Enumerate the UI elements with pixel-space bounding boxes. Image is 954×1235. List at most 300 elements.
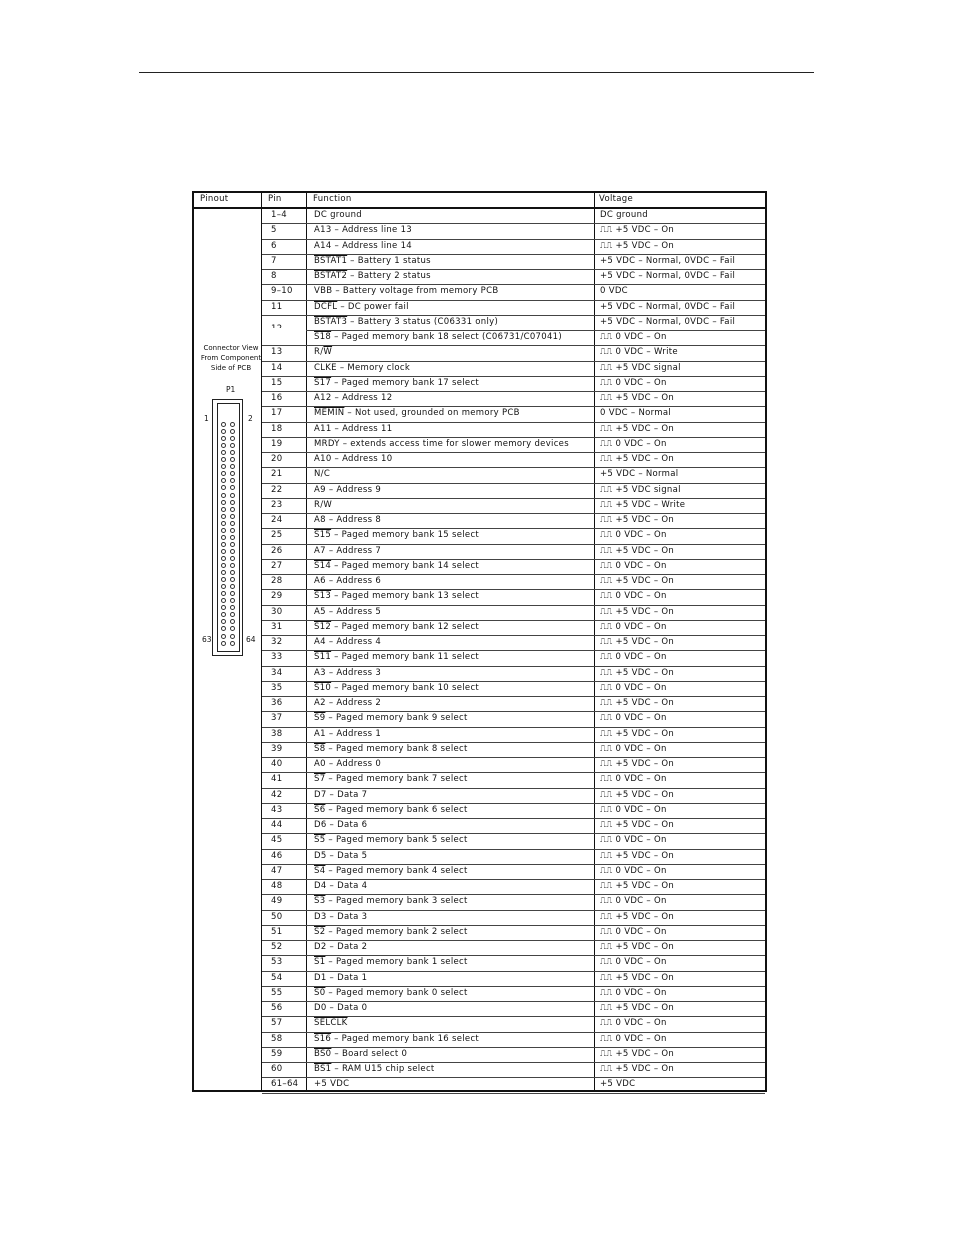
function-cell bbox=[314, 302, 409, 312]
pin-cell: 17 bbox=[271, 408, 283, 419]
pin-cell: 29 bbox=[271, 591, 283, 602]
voltage-cell: ⎍⎍ 0 VDC – On bbox=[600, 591, 667, 602]
table-row bbox=[262, 955, 765, 971]
active-low-signal: MEMIN bbox=[314, 408, 345, 419]
function-cell bbox=[314, 332, 562, 342]
function-cell bbox=[314, 805, 468, 815]
connector-pin-dot bbox=[221, 500, 226, 505]
pin-cell: 27 bbox=[271, 560, 283, 571]
active-low-signal: SELCLK bbox=[314, 1018, 348, 1029]
function-text: MRDY – extends access time for slower memory devices bbox=[314, 438, 569, 449]
voltage-cell: ⎍⎍ 0 VDC – On bbox=[600, 774, 667, 785]
connector-pin-dot bbox=[221, 478, 226, 483]
top-rule bbox=[139, 72, 814, 73]
voltage-cell: ⎍⎍ 0 VDC – On bbox=[600, 835, 667, 846]
table-row bbox=[262, 925, 765, 941]
voltage-cell: 0 VDC – Normal bbox=[600, 408, 672, 419]
table-row bbox=[262, 742, 765, 758]
pin-cell: 47 bbox=[271, 865, 283, 876]
function-text: CLKE – Memory clock bbox=[314, 362, 411, 373]
table-row bbox=[262, 894, 765, 910]
connector-pin-dot bbox=[221, 570, 226, 575]
table-row bbox=[262, 620, 765, 636]
function-text: D2 – Data 2 bbox=[314, 942, 368, 952]
voltage-cell: ⎍⎍ +5 VDC – On bbox=[600, 393, 675, 403]
pin-cell: 15 bbox=[271, 377, 283, 388]
pin-cell: 30 bbox=[271, 606, 283, 617]
connector-pin-dot bbox=[221, 422, 226, 427]
voltage-cell: +5 VDC – Normal, 0VDC – Fail bbox=[600, 255, 736, 266]
function-text: – Paged memory bank 13 select bbox=[331, 591, 480, 602]
voltage-cell: ⎍⎍ +5 VDC – On bbox=[600, 1003, 675, 1013]
pin-cell: 13 bbox=[271, 347, 283, 358]
voltage-cell: ⎍⎍ 0 VDC – On bbox=[600, 1033, 667, 1044]
function-text: A6 – Address 6 bbox=[314, 576, 382, 586]
function-cell bbox=[314, 546, 381, 556]
voltage-cell: ⎍⎍ 0 VDC – On bbox=[600, 713, 667, 724]
function-text: D0 – Data 0 bbox=[314, 1003, 368, 1013]
active-low-signal: S0 bbox=[314, 987, 326, 998]
table-row bbox=[262, 605, 765, 621]
connector-pin-dot bbox=[230, 507, 235, 512]
function-text: A4 – Address 4 bbox=[314, 637, 382, 647]
connector-pin-dot bbox=[230, 450, 235, 455]
function-cell bbox=[314, 591, 479, 601]
connector-pin-dot bbox=[230, 514, 235, 519]
voltage-cell: ⎍⎍ 0 VDC – On bbox=[600, 804, 667, 815]
voltage-cell: ⎍⎍ 0 VDC – On bbox=[600, 438, 667, 449]
active-low-signal: S7 bbox=[314, 774, 326, 785]
active-low-signal: S11 bbox=[314, 652, 332, 663]
table-row bbox=[262, 498, 765, 514]
pin-cell: 19 bbox=[271, 438, 283, 449]
table-row bbox=[262, 376, 765, 392]
pin-cell: 21 bbox=[271, 469, 283, 480]
table-row bbox=[262, 940, 765, 956]
function-text: – Paged memory bank 16 select bbox=[331, 1033, 480, 1044]
header-pinout: Pinout bbox=[200, 194, 229, 204]
function-text: A8 – Address 8 bbox=[314, 515, 382, 525]
voltage-cell: ⎍⎍ +5 VDC – On bbox=[600, 637, 675, 647]
pin-cell: 46 bbox=[271, 850, 283, 861]
function-cell bbox=[314, 881, 367, 891]
voltage-cell: ⎍⎍ +5 VDC – On bbox=[600, 606, 675, 617]
function-text: – Paged memory bank 10 select bbox=[331, 682, 480, 693]
pin-cell: 56 bbox=[271, 1003, 283, 1013]
function-cell bbox=[314, 561, 479, 571]
function-text: A13 – Address line 13 bbox=[314, 225, 412, 236]
voltage-cell: ⎍⎍ +5 VDC – On bbox=[600, 759, 675, 769]
pin-cell: 28 bbox=[271, 576, 283, 586]
function-text: D1 – Data 1 bbox=[314, 972, 368, 983]
table-row bbox=[262, 300, 765, 316]
function-cell bbox=[314, 485, 381, 495]
table-row bbox=[262, 1032, 765, 1048]
table-row bbox=[262, 223, 765, 239]
pinout-table bbox=[192, 191, 767, 1092]
active-low-signal: S16 bbox=[314, 1033, 332, 1044]
connector-caption bbox=[194, 343, 268, 373]
function-cell bbox=[314, 988, 468, 998]
function-cell bbox=[314, 927, 468, 937]
pin-cell: 60 bbox=[271, 1064, 283, 1074]
function-text: N/C bbox=[314, 469, 331, 480]
pin-cell: 9–10 bbox=[271, 286, 293, 297]
voltage-cell: ⎍⎍ 0 VDC – On bbox=[600, 621, 667, 632]
connector-pin-dot bbox=[230, 549, 235, 554]
function-cell bbox=[314, 363, 410, 373]
function-text: – Paged memory bank 14 select bbox=[331, 560, 480, 571]
connector-pin-dot bbox=[230, 563, 235, 568]
voltage-cell: ⎍⎍ 0 VDC – On bbox=[600, 926, 667, 937]
voltage-cell: ⎍⎍ +5 VDC – On bbox=[600, 667, 675, 678]
table-row bbox=[262, 849, 765, 865]
function-cell bbox=[314, 698, 381, 708]
pin-cell: 18 bbox=[271, 423, 283, 434]
active-low-signal: DCFL bbox=[314, 301, 338, 312]
pin-cell: 48 bbox=[271, 881, 283, 891]
connector-pin-dot bbox=[230, 591, 235, 596]
voltage-cell: ⎍⎍ +5 VDC – On bbox=[600, 850, 675, 861]
function-cell bbox=[314, 256, 431, 266]
active-low-signal: S2 bbox=[314, 926, 326, 937]
function-text: +5 VDC bbox=[314, 1079, 350, 1090]
active-low-signal: S6 bbox=[314, 804, 326, 815]
function-cell bbox=[314, 378, 479, 388]
function-text: – Paged memory bank 11 select bbox=[331, 652, 480, 663]
connector-name: P1 bbox=[226, 385, 236, 394]
voltage-cell: ⎍⎍ +5 VDC – On bbox=[600, 942, 675, 952]
voltage-cell: ⎍⎍ +5 VDC signal bbox=[600, 484, 681, 495]
active-low-signal: S15 bbox=[314, 530, 332, 541]
pin-cell: 6 bbox=[271, 240, 277, 251]
function-cell bbox=[314, 744, 468, 754]
table-row bbox=[262, 269, 765, 285]
connector-pin-dot bbox=[221, 584, 226, 589]
connector-pin-dot bbox=[230, 619, 235, 624]
function-cell bbox=[314, 393, 392, 403]
voltage-cell: ⎍⎍ +5 VDC – On bbox=[600, 1048, 675, 1059]
function-text: A1 – Address 1 bbox=[314, 728, 382, 739]
connector-pin-dot bbox=[221, 450, 226, 455]
connector-pin-dot bbox=[221, 535, 226, 540]
pin-cell: 36 bbox=[271, 698, 283, 708]
pin-cell: 45 bbox=[271, 835, 283, 846]
function-cell bbox=[314, 424, 392, 434]
connector-pin-dot bbox=[221, 612, 226, 617]
connector-pin-dot bbox=[230, 500, 235, 505]
connector-pin-dot bbox=[230, 493, 235, 498]
voltage-cell: +5 VDC bbox=[600, 1079, 636, 1090]
voltage-cell: ⎍⎍ +5 VDC – On bbox=[600, 515, 675, 525]
table-row bbox=[262, 879, 765, 895]
connector-pin-dot bbox=[221, 605, 226, 610]
pin-cell: 25 bbox=[271, 530, 283, 541]
table-row bbox=[262, 635, 765, 651]
voltage-cell: ⎍⎍ +5 VDC – On bbox=[600, 698, 675, 708]
voltage-cell: ⎍⎍ 0 VDC – On bbox=[600, 957, 667, 968]
function-cell bbox=[314, 439, 569, 449]
table-row bbox=[262, 650, 765, 666]
active-low-signal: S12 bbox=[314, 621, 332, 632]
function-text: – Paged memory bank 6 select bbox=[325, 804, 468, 815]
pin-cell: 37 bbox=[271, 713, 283, 724]
voltage-cell: ⎍⎍ 0 VDC – Write bbox=[600, 347, 678, 358]
voltage-cell: ⎍⎍ +5 VDC – On bbox=[600, 789, 675, 800]
function-cell bbox=[314, 820, 367, 830]
function-text: – Paged memory bank 12 select bbox=[331, 621, 480, 632]
active-low-signal: BSTAT3 bbox=[314, 316, 348, 327]
pin-cell: 55 bbox=[271, 987, 283, 998]
function-cell bbox=[314, 1003, 367, 1013]
voltage-cell: ⎍⎍ 0 VDC – On bbox=[600, 560, 667, 571]
function-cell bbox=[314, 957, 468, 967]
pin-cell: 41 bbox=[271, 774, 283, 785]
function-cell bbox=[314, 774, 468, 784]
function-text: A3 – Address 3 bbox=[314, 667, 382, 678]
voltage-cell: ⎍⎍ +5 VDC – On bbox=[600, 728, 675, 739]
function-cell bbox=[314, 1034, 479, 1044]
pin-header-outline bbox=[212, 399, 243, 656]
function-text: – DC power fail bbox=[337, 301, 409, 312]
function-cell bbox=[314, 347, 332, 357]
active-low-signal: S18 bbox=[314, 332, 332, 342]
divider-pin-header bbox=[306, 193, 307, 207]
table-row bbox=[262, 284, 765, 300]
table-row bbox=[262, 513, 765, 529]
function-text: – Battery 3 status (C06331 only) bbox=[347, 316, 499, 327]
pin-cell: 38 bbox=[271, 728, 283, 739]
table-row bbox=[262, 711, 765, 727]
connector-pin-dot bbox=[230, 464, 235, 469]
table-row bbox=[262, 788, 765, 804]
connector-pin-dot bbox=[230, 542, 235, 547]
table-row bbox=[262, 254, 765, 270]
table-row bbox=[262, 772, 765, 788]
function-text: – Paged memory bank 18 select (C06731/C07041) bbox=[331, 332, 563, 342]
pin-cell: 44 bbox=[271, 820, 283, 830]
connector-pin-dot bbox=[230, 478, 235, 483]
pin-label-2: 2 bbox=[248, 414, 253, 423]
connector-pin-dot bbox=[230, 556, 235, 561]
table-row bbox=[262, 528, 765, 544]
connector-pin-dot bbox=[221, 626, 226, 631]
table-row bbox=[262, 833, 765, 849]
connector-pin-dot bbox=[230, 443, 235, 448]
pin-cell: 52 bbox=[271, 942, 283, 952]
function-text: – Battery 1 status bbox=[347, 255, 431, 266]
connector-pin-dot bbox=[230, 605, 235, 610]
active-low-signal: S3 bbox=[314, 896, 326, 907]
table-row bbox=[262, 315, 765, 331]
function-text: – Paged memory bank 9 select bbox=[325, 713, 468, 724]
function-cell bbox=[314, 729, 381, 739]
merged-cell-mask bbox=[262, 328, 306, 331]
voltage-cell: ⎍⎍ 0 VDC – On bbox=[600, 377, 667, 388]
function-cell bbox=[314, 286, 498, 296]
function-cell bbox=[314, 271, 431, 281]
table-row bbox=[262, 467, 765, 483]
function-cell bbox=[314, 637, 381, 647]
function-cell bbox=[314, 530, 479, 540]
voltage-cell: ⎍⎍ +5 VDC – On bbox=[600, 423, 675, 434]
pin-cell: 20 bbox=[271, 454, 283, 464]
function-cell bbox=[314, 683, 479, 693]
connector-pin-dot bbox=[221, 598, 226, 603]
active-low-signal: BS0 bbox=[314, 1048, 332, 1059]
function-text: D6 – Data 6 bbox=[314, 820, 368, 830]
function-cell bbox=[314, 454, 392, 464]
table-row bbox=[262, 483, 765, 499]
table-row bbox=[262, 589, 765, 605]
function-cell bbox=[314, 1018, 348, 1028]
pin-cell: 54 bbox=[271, 972, 283, 983]
function-text: – Paged memory bank 4 select bbox=[325, 865, 468, 876]
voltage-cell: ⎍⎍ +5 VDC – On bbox=[600, 820, 675, 830]
table-row bbox=[262, 422, 765, 438]
function-cell bbox=[314, 866, 468, 876]
active-low-signal: S8 bbox=[314, 743, 326, 754]
active-low-signal: BSTAT2 bbox=[314, 271, 348, 281]
connector-pin-dot bbox=[221, 493, 226, 498]
connector-pin-dot bbox=[230, 457, 235, 462]
connector-pin-dot bbox=[221, 577, 226, 582]
voltage-cell: ⎍⎍ 0 VDC – On bbox=[600, 1018, 667, 1029]
pin-cell: 33 bbox=[271, 652, 283, 663]
function-text: – Paged memory bank 7 select bbox=[325, 774, 468, 785]
voltage-cell: +5 VDC – Normal, 0VDC – Fail bbox=[600, 301, 736, 312]
function-text: A9 – Address 9 bbox=[314, 484, 382, 495]
active-low-signal: S4 bbox=[314, 865, 326, 876]
table-row bbox=[262, 910, 765, 926]
active-low-signal: $\overline{W}$ bbox=[323, 347, 333, 358]
table-row bbox=[262, 696, 765, 712]
pin-cell: 26 bbox=[271, 545, 283, 556]
connector-pin-dot bbox=[221, 457, 226, 462]
function-text: – Paged memory bank 8 select bbox=[325, 743, 468, 754]
table-row bbox=[262, 345, 765, 361]
function-cell bbox=[314, 835, 468, 845]
function-text: – Paged memory bank 0 select bbox=[325, 987, 468, 998]
connector-pin-dot bbox=[221, 507, 226, 512]
table-row bbox=[262, 1016, 765, 1032]
connector-pin-dot bbox=[221, 556, 226, 561]
connector-pin-dot bbox=[230, 429, 235, 434]
pin-cell: 22 bbox=[271, 484, 283, 495]
voltage-cell: ⎍⎍ +5 VDC – On bbox=[600, 881, 675, 891]
voltage-cell: ⎍⎍ 0 VDC – On bbox=[600, 332, 667, 342]
function-text: D4 – Data 4 bbox=[314, 881, 368, 891]
table-row bbox=[262, 1001, 765, 1017]
function-cell bbox=[314, 469, 330, 479]
pin-cell: 34 bbox=[271, 667, 283, 678]
pin-cell: 49 bbox=[271, 896, 283, 907]
connector-pin-dot bbox=[221, 514, 226, 519]
pin-cell: 59 bbox=[271, 1048, 283, 1059]
active-low-signal: S9 bbox=[314, 713, 326, 724]
table-row bbox=[262, 361, 765, 377]
pin-cell: 7 bbox=[271, 255, 277, 266]
connector-pin-dot bbox=[230, 598, 235, 603]
header-function: Function bbox=[313, 194, 352, 204]
voltage-cell: ⎍⎍ +5 VDC – On bbox=[600, 240, 675, 251]
pin-cell: 5 bbox=[271, 225, 277, 236]
function-cell bbox=[314, 896, 468, 906]
pin-cell: 43 bbox=[271, 804, 283, 815]
function-cell bbox=[314, 225, 412, 235]
voltage-cell: ⎍⎍ +5 VDC signal bbox=[600, 362, 681, 373]
function-cell bbox=[314, 713, 468, 723]
table-row bbox=[262, 406, 765, 422]
active-low-signal: S5 bbox=[314, 835, 326, 846]
function-text: VBB – Battery voltage from memory PCB bbox=[314, 286, 499, 297]
function-text: – RAM U15 chip select bbox=[331, 1064, 435, 1074]
pin-cell: 57 bbox=[271, 1018, 283, 1029]
table-header bbox=[194, 193, 765, 209]
function-text: D7 – Data 7 bbox=[314, 789, 368, 800]
pin-cell: 42 bbox=[271, 789, 283, 800]
connector-pin-dot bbox=[221, 591, 226, 596]
voltage-cell: +5 VDC – Normal, 0VDC – Fail bbox=[600, 316, 736, 327]
pin-cell: 61–64 bbox=[271, 1079, 299, 1090]
table-row bbox=[262, 681, 765, 697]
active-low-signal: S14 bbox=[314, 560, 332, 571]
connector-pin-dot bbox=[230, 634, 235, 639]
function-cell bbox=[314, 210, 362, 220]
table-row bbox=[262, 1077, 765, 1093]
voltage-cell: ⎍⎍ +5 VDC – Write bbox=[600, 499, 686, 510]
table-row bbox=[262, 559, 765, 575]
pin-cell: 32 bbox=[271, 637, 283, 647]
function-text: – Paged memory bank 5 select bbox=[325, 835, 468, 846]
function-text: A14 – Address line 14 bbox=[314, 240, 412, 251]
table-row bbox=[262, 971, 765, 987]
voltage-cell: +5 VDC – Normal bbox=[600, 469, 679, 480]
function-cell bbox=[314, 607, 381, 617]
connector-pin-dot bbox=[221, 641, 226, 646]
pin-cell: 58 bbox=[271, 1033, 283, 1044]
table-row bbox=[262, 986, 765, 1002]
active-low-signal: S17 bbox=[314, 377, 332, 388]
function-cell bbox=[314, 1079, 349, 1089]
pin-cell: 11 bbox=[271, 301, 283, 312]
table-row bbox=[262, 666, 765, 682]
function-cell bbox=[314, 652, 479, 662]
connector-pin-dot bbox=[221, 521, 226, 526]
table-row bbox=[262, 330, 765, 346]
pin-label-63: 63 bbox=[202, 635, 212, 644]
function-text: D3 – Data 3 bbox=[314, 911, 368, 922]
pin-cell: 31 bbox=[271, 621, 283, 632]
pin-cell: 39 bbox=[271, 743, 283, 754]
pin-cell: 8 bbox=[271, 271, 277, 281]
voltage-cell: ⎍⎍ 0 VDC – On bbox=[600, 865, 667, 876]
pin-cell: 35 bbox=[271, 682, 283, 693]
table-row bbox=[262, 864, 765, 880]
function-cell bbox=[314, 515, 381, 525]
pin-label-1: 1 bbox=[204, 414, 209, 423]
connector-pin-dot bbox=[230, 584, 235, 589]
voltage-cell: ⎍⎍ +5 VDC – On bbox=[600, 454, 675, 464]
table-row bbox=[262, 239, 765, 255]
function-cell bbox=[314, 1064, 435, 1074]
connector-pin-dot bbox=[221, 549, 226, 554]
function-text: – Paged memory bank 17 select bbox=[331, 377, 480, 388]
connector-pin-dot bbox=[230, 485, 235, 490]
function-text: A10 – Address 10 bbox=[314, 454, 393, 464]
caption-line: From Component bbox=[200, 354, 262, 362]
table-row bbox=[262, 727, 765, 743]
